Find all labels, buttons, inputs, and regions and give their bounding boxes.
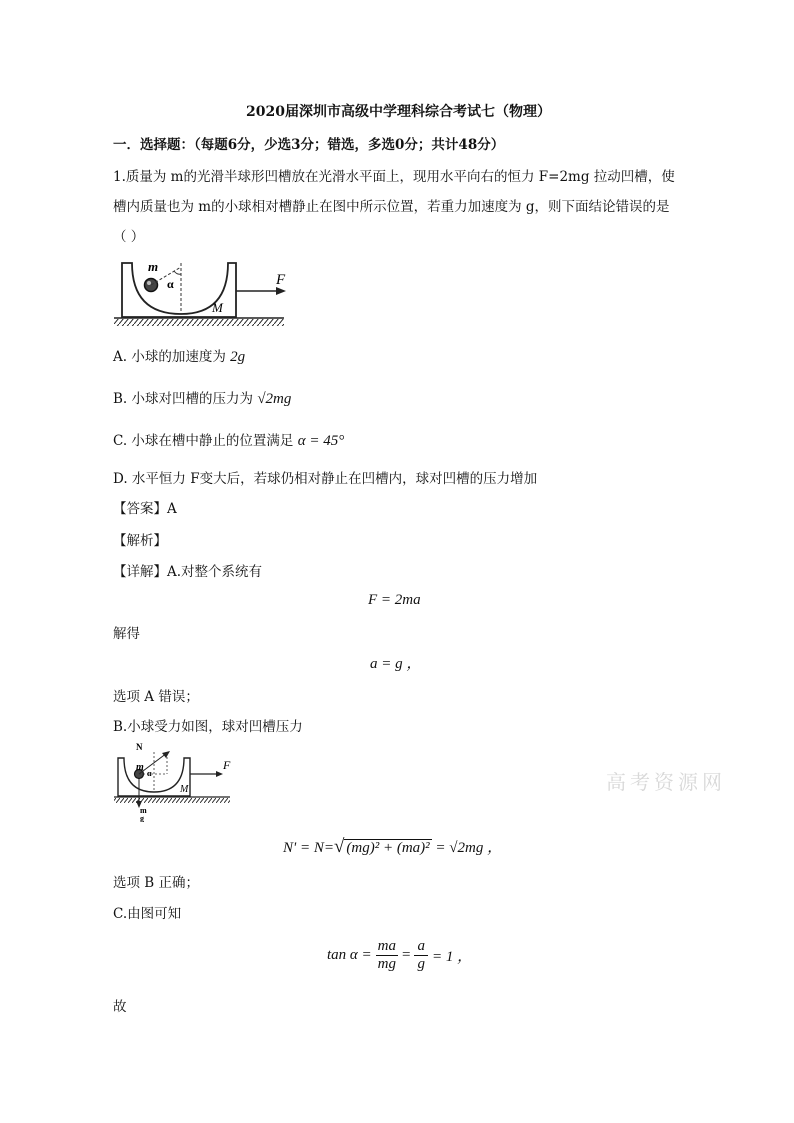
option-c-text: C. 小球在槽中静止的位置满足	[113, 433, 294, 449]
equation-f-2ma: F = 2ma	[368, 592, 421, 608]
fig1-label-F: F	[276, 272, 286, 288]
fig2-label-N: N	[136, 742, 143, 752]
eq3-left: N' = N=	[283, 840, 334, 856]
detail-label: 【详解】A.对整个系统有	[113, 564, 263, 580]
fig2-label-alpha: α	[147, 769, 152, 778]
fraction-ma-mg	[376, 938, 398, 973]
watermark: 高考资源网	[606, 770, 726, 794]
option-c-math: α = 45°	[297, 433, 345, 449]
gu-label: 故	[113, 999, 127, 1015]
equation-a-g: a = g ，	[370, 656, 422, 672]
sqrt-icon: √	[333, 836, 345, 857]
figure-force-diagram	[112, 738, 234, 822]
figure-groove-diagram	[114, 258, 296, 328]
eq3-radicand: (mg)² + (ma)²	[346, 840, 430, 856]
question-line-1: 1.质量为 m的光滑半球形凹槽放在光滑水平面上，现用水平向右的恒力 F=2mg 拉动凹槽，使	[113, 169, 675, 185]
fig2-label-F: F	[223, 758, 231, 772]
option-a	[113, 348, 245, 366]
option-b-text: B. 小球对凹槽的压力为	[113, 391, 254, 407]
option-c	[113, 432, 344, 450]
option-a-text: A. 小球的加速度为	[113, 349, 226, 365]
eq4-end: = 1 ，	[431, 949, 473, 965]
option-a-conclusion: 选项 A 错误；	[113, 689, 199, 705]
question-paren: （ ）	[113, 229, 145, 245]
analysis-label: 【解析】	[113, 533, 167, 549]
fig2-label-M: M	[180, 784, 189, 795]
equation-tan-alpha	[327, 938, 472, 973]
section-header: 一．选择题：（每题6分，少选3分；错选，多选0分；共计48分）	[113, 137, 505, 153]
eq4-tan: tan α =	[327, 947, 372, 963]
eq3-right: = √2mg ，	[435, 840, 503, 856]
eq4-frac2-den: g	[417, 956, 425, 972]
question-line-2: 槽内质量也为 m的小球相对槽静止在图中所示位置，若重力加速度为 g，则下面结论错误的是	[113, 199, 670, 215]
option-c-intro: C.由图可知	[113, 906, 182, 922]
fig1-label-m: m	[148, 259, 159, 274]
option-b	[113, 390, 291, 408]
fig1-label-M: M	[212, 300, 223, 315]
option-d: D. 水平恒力 F变大后，若球仍相对静止在凹槽内，球对凹槽的压力增加	[113, 471, 538, 487]
solve-label: 解得	[113, 626, 140, 642]
eq4-frac1-den: mg	[377, 956, 397, 972]
option-a-math: 2g	[230, 349, 246, 365]
equation-normal-force	[283, 836, 502, 858]
fig2-label-m: m	[136, 762, 144, 773]
page-title: 2020届深圳市高级中学理科综合考试七（物理）	[246, 104, 551, 120]
eq4-frac2-num: a	[414, 938, 428, 956]
eq4-frac1-num: ma	[377, 938, 397, 954]
option-b-math: √2mg	[257, 391, 292, 407]
answer-label: 【答案】A	[113, 501, 177, 517]
option-b-conclusion: 选项 B 正确；	[113, 875, 200, 891]
fig2-label-mg-g: g	[140, 814, 144, 822]
equals-sign: =	[402, 947, 411, 963]
fig2-label-mg-m: m	[140, 806, 147, 815]
fraction-a-g	[414, 938, 428, 973]
fig1-label-alpha: α	[167, 277, 174, 291]
option-b-intro: B.小球受力如图，球对凹槽压力	[113, 719, 303, 735]
